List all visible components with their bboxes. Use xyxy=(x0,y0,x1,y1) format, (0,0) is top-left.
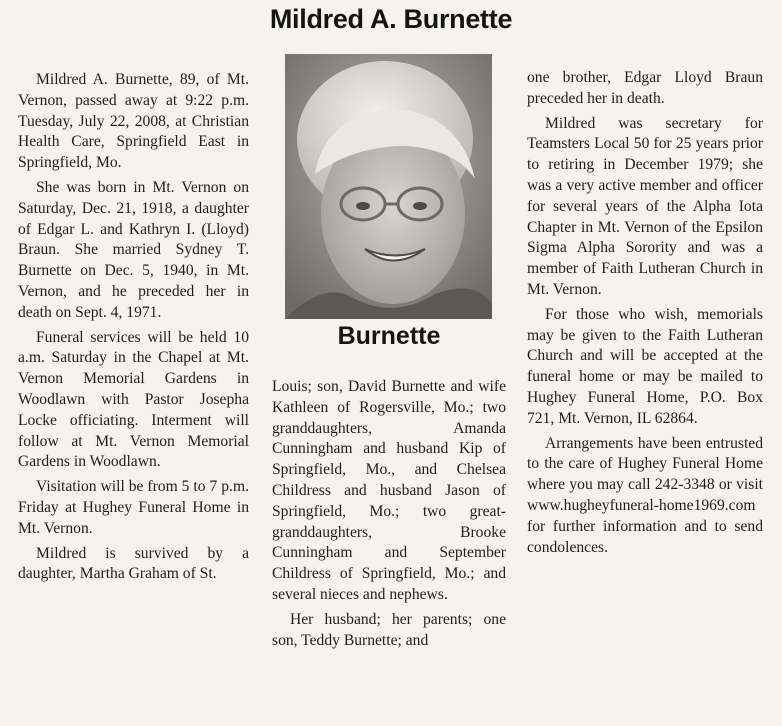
paragraph: Visitation will be from 5 to 7 p.m. Friday at Hughey Funeral Home in Mt. Vernon. xyxy=(18,478,249,537)
photo-caption: Burnette xyxy=(337,322,441,350)
column-3 xyxy=(527,68,763,562)
paragraph: Mildred was secretary for Teamsters Local 50 for 25 years prior to retiring in December 1979; she was a very active member and officer for several years of the Alpha Iota Chapter in Mt. Vernon of the Epsilon Sigma Alpha Sorority and was a member of Faith Lutheran Church in Mt. Vernon. xyxy=(527,114,763,298)
column-2 xyxy=(272,377,506,655)
headline: Mildred A. Burnette xyxy=(269,4,513,34)
column-1 xyxy=(18,70,249,589)
paragraph: Arrangements have been entrusted to the care of Hughey Funeral Home where you may call 242-3348 or visit www.hugheyfuneral-home1969.com for further information and to send condolences. xyxy=(527,434,763,556)
paragraph: Mildred A. Burnette, 89, of Mt. Vernon, passed away at 9:22 p.m. Tuesday, July 22, 2008, at Christian Health Care, Springfield East in Springfield, Mo. xyxy=(18,71,249,172)
paragraph: Her husband; her parents; one son, Teddy Burnette; and xyxy=(272,610,506,649)
paragraph: Louis; son, David Burnette and wife Kathleen of Rogersville, Mo.; two granddaughters, Amanda Cunningham and husband Kip of Springfield, Mo., and Chelsea Childress and husband Jason of Springfield, Mo.; two great-granddaughters, Brooke Cunningham and September Childress of Springfield, Mo.; and several nieces and nephews. xyxy=(272,378,506,603)
paragraph: Funeral services will be held 10 a.m. Saturday in the Chapel at Mt. Vernon Memorial Gardens in Woodlawn with Pastor Josepha Locke officiating. Interment will follow at Mt. Vernon Memorial Gardens in Woodlawn. xyxy=(18,328,249,471)
portrait-image xyxy=(285,54,492,319)
portrait-photo xyxy=(285,54,492,319)
paragraph: For those who wish, memorials may be given to the Faith Lutheran Church and will be accepted at the funeral home or may be mailed to Hughey Funeral Home, P.O. Box 721, Mt. Vernon, IL 62864. xyxy=(527,305,763,427)
paragraph: Mildred is survived by a daughter, Martha Graham of St. xyxy=(18,544,249,583)
paragraph: one brother, Edgar Lloyd Braun preceded her in death. xyxy=(527,69,763,107)
paragraph: She was born in Mt. Vernon on Saturday, Dec. 21, 1918, a daughter of Edgar L. and Kathryn I. (Lloyd) Braun. She married Sydney T. Burnette on Dec. 5, 1940, in Mt. Vernon, and he preceded her in death on Sept. 4, 1971. xyxy=(18,178,249,321)
